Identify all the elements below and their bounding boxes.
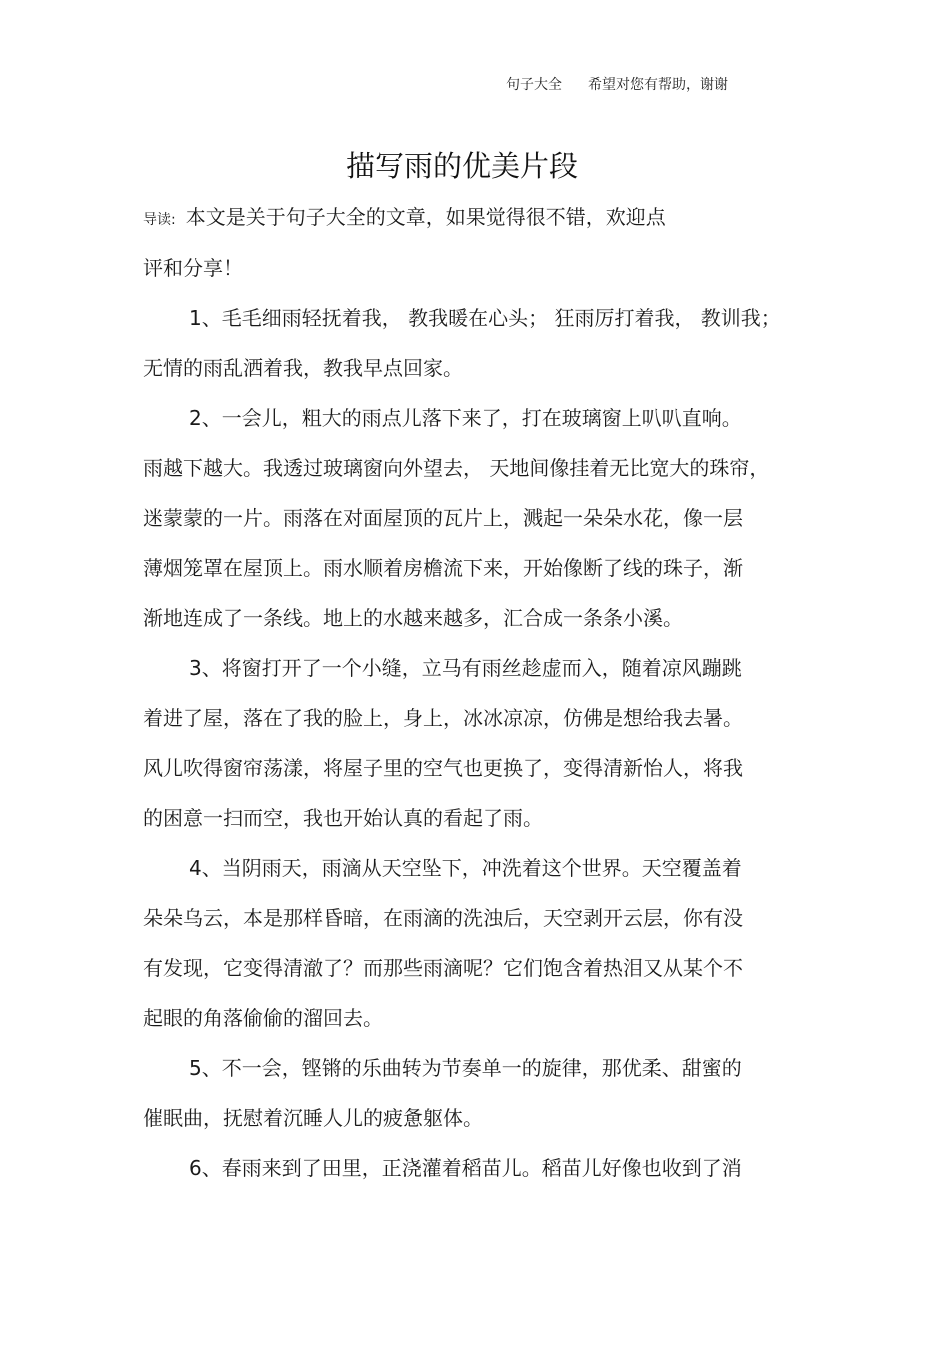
paragraph-line: 5、不一会，铿锵的乐曲转为节奏单一的旋律，那优柔、甜蜜的	[189, 1056, 742, 1080]
intro-line-2: 评和分享！	[143, 256, 243, 280]
header-source: 句子大全	[506, 77, 562, 93]
paragraph-line: 风儿吹得窗帘荡漾，将屋子里的空气也更换了，变得清新怡人，将我	[143, 756, 743, 780]
paragraph-line: 朵朵乌云，本是那样昏暗，在雨滴的洗浊后，天空剥开云层，你有没	[143, 906, 743, 930]
intro-label: 导读:	[143, 212, 176, 228]
paragraph-line: 催眠曲，抚慰着沉睡人儿的疲惫躯体。	[143, 1106, 483, 1130]
paragraph-line: 1、毛毛细雨轻抚着我， 教我暖在心头； 狂雨厉打着我， 教训我；	[189, 306, 781, 330]
paragraph-line: 4、当阴雨天，雨滴从天空坠下，冲洗着这个世界。天空覆盖着	[189, 856, 742, 880]
paragraph-line: 有发现，它变得清澈了？而那些雨滴呢？它们饱含着热泪又从某个不	[143, 956, 743, 980]
page-header	[506, 74, 728, 94]
paragraph-line: 6、春雨来到了田里，正浇灌着稻苗儿。稻苗儿好像也收到了消	[189, 1156, 742, 1180]
paragraph-line: 渐地连成了一条线。地上的水越来越多，汇合成一条条小溪。	[143, 606, 683, 630]
paragraph-line: 薄烟笼罩在屋顶上。雨水顺着房檐流下来，开始像断了线的珠子，渐	[143, 556, 743, 580]
header-note: 希望对您有帮助，谢谢	[588, 77, 728, 93]
paragraph-line: 的困意一扫而空，我也开始认真的看起了雨。	[143, 806, 543, 830]
paragraph-line: 2、一会儿，粗大的雨点儿落下来了，打在玻璃窗上叭叭直响。	[189, 406, 742, 430]
paragraph-line: 迷蒙蒙的一片。雨落在对面屋顶的瓦片上，溅起一朵朵水花，像一层	[143, 506, 743, 530]
paragraph-line: 着进了屋，落在了我的脸上，身上，冰冰凉凉，仿佛是想给我去暑。	[143, 706, 743, 730]
paragraph-line: 起眼的角落偷偷的溜回去。	[143, 1006, 383, 1030]
intro-line-1	[143, 202, 666, 235]
paragraph-line: 雨越下越大。我透过玻璃窗向外望去， 天地间像挂着无比宽大的珠帘，	[143, 456, 770, 480]
intro-text-1: 本文是关于句子大全的文章，如果觉得很不错，欢迎点	[185, 205, 666, 229]
paragraph-line: 3、将窗打开了一个小缝，立马有雨丝趁虚而入，随着凉风蹦跳	[189, 656, 742, 680]
page-title: 描写雨的优美片段	[345, 149, 578, 183]
paragraph-line: 无情的雨乱洒着我，教我早点回家。	[143, 356, 463, 380]
